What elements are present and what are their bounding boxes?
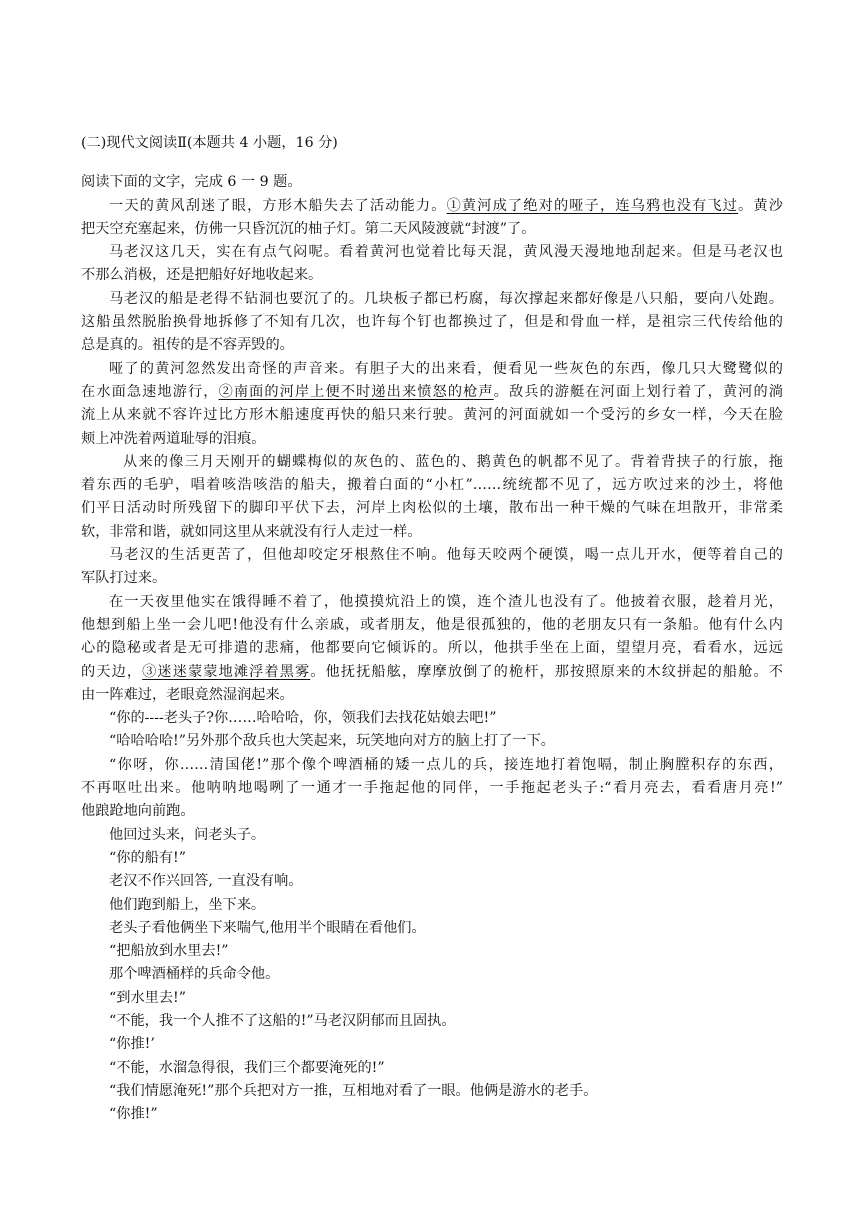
paragraph-text: 。黄沙 <box>738 197 783 214</box>
paragraph-3-line-1: 马老汉的船是老得不钻洞也要沉了的。几块板子都已朽腐，每次撑起来都好像是八只船，要向八处跑。 <box>109 290 783 307</box>
paragraph-1-line-2: 把天空充塞起来，仿佛一只昏沉沉的柚子灯。第二天风陵渡就“封渡”了。 <box>81 220 536 237</box>
paragraph-4-line-3: 流上从来就不容许过比方形木船速度再快的船只来行驶。黄河的河面就如一个受污的乡女一样，今天在脸 <box>81 407 783 424</box>
paragraph-7-line-5: 由一阵难过，老眼竟然湿润起来。 <box>81 686 294 703</box>
dialogue-line: 那个啤酒桶样的兵命令他。 <box>109 966 280 983</box>
paragraph-2-line-2: 不那么消极，还是把船好好地收起来。 <box>81 267 323 284</box>
paragraph-text: 在水面急速地游行， <box>81 383 219 400</box>
dialogue-line: “你推!’ <box>109 1036 155 1053</box>
underlined-sentence-3: ③迷迷蒙蒙地滩浮着黑雾 <box>142 663 311 680</box>
paragraph-5-line-4: 软，非常和谐，就如同这里从来就没有行人走过一样。 <box>81 523 422 540</box>
paragraph-text: 。他抚抚船舷，摩摩放倒了的桅杆，那按照原来的木纹拼起的船舱。不 <box>310 663 783 680</box>
paragraph-3-line-2: 这船虽然脱胎换骨地拆修了不知有几次，也许每个钉也都换过了，但是和骨血一样，是祖宗三代传给他的 <box>81 314 783 331</box>
dialogue-line: “你的----老头子?你……哈哈哈，你，领我们去找花姑娘去吧!” <box>109 710 497 727</box>
paragraph-8-line-1: “你呀，你……清国佬!”那个像个啤酒桶的矮一点儿的兵，接连地打着饱嗝，制止胸膛积存的东西， <box>109 756 783 773</box>
paragraph-1-line-1 <box>81 195 783 218</box>
dialogue-line: “到水里去!” <box>109 989 186 1006</box>
paragraph-4-line-2 <box>81 381 783 404</box>
paragraph-text: 一天的黄风刮迷了眼，方形木船失去了活动能力。 <box>109 197 447 214</box>
dialogue-line: “你的船有!” <box>109 849 186 866</box>
paragraph-6-line-2: 军队打过来。 <box>81 570 167 587</box>
paragraph-7-line-1: 在一天夜里他实在饿得睡不着了，他摸摸炕沿上的馍，连个渣儿也没有了。他披着衣服，趁着月光， <box>109 593 783 610</box>
dialogue-line: 老汉不作兴回答, 一直没有响。 <box>109 873 303 890</box>
dialogue-line: “不能，我一个人推不了这船的!”马老汉阴郁而且固执。 <box>109 1012 456 1029</box>
dialogue-line: 老头子看他俩坐下来喘气,他用半个眼睛在看他们。 <box>109 919 426 936</box>
paragraph-7-line-2: 他想到船上坐一会儿吧!他没有什么亲戚，或者朋友，他是很孤独的，他的老朋友只有一条船。他有什么内 <box>81 616 783 633</box>
paragraph-7-line-3: 心的隐秘或者是无可排遣的悲痛，他都要向它倾诉的。所以，他拱手坐在上面，望望月亮，看看水，远远 <box>81 640 783 657</box>
reading-document <box>81 132 783 1126</box>
section-heading: (二)现代文阅读Ⅱ(本题共 4 小题，16 分) <box>81 135 338 151</box>
paragraph-5-line-3: 们平日活动时所残留下的脚印平伏下去，河岸上肉松似的土壤，散布出一种干燥的气味在坦散开，非常柔 <box>81 500 783 517</box>
paragraph-7-line-4 <box>81 661 783 684</box>
dialogue-line: “我们情愿淹死!”那个兵把对方一推，互相地对看了一眼。他俩是游水的老手。 <box>109 1082 598 1099</box>
dialogue-line: 他回过头来，问老头子。 <box>109 826 266 843</box>
paragraph-2-line-1: 马老汉这几天，实在有点气闷呢。看着黄河也觉着比每天混，黄风漫天漫地地刮起来。但是马老汉也 <box>109 244 783 261</box>
dialogue-line: 他们跑到船上，坐下来。 <box>109 896 266 913</box>
paragraph-4-line-4: 颊上冲洗着两道耻辱的泪痕。 <box>81 430 266 447</box>
paragraph-8-line-3: 他踉跄地向前跑。 <box>81 803 195 820</box>
instruction-text: 阅读下面的文字，完成 6 一 9 题。 <box>81 174 302 191</box>
dialogue-line: “不能，水溜急得很，我们三个都要淹死的!” <box>109 1059 385 1076</box>
spacer <box>81 157 783 171</box>
paragraph-4-line-1: 哑了的黄河忽然发出奇怪的声音来。有胆子大的出来看，便看见一些灰色的东西，像几只大鹭鹭似的 <box>109 360 783 377</box>
dialogue-line: “你推!” <box>109 1106 158 1123</box>
underlined-sentence-2: ②南面的河岸上便不时递出来愤怒的枪声 <box>218 383 494 400</box>
dialogue-line: “把船放到水里去!” <box>109 943 229 960</box>
dialogue-line: “哈哈哈哈!”另外那个敌兵也大笑起来，玩笑地向对方的脑上打了一下。 <box>109 733 555 750</box>
paragraph-6-line-1: 马老汉的生活更苦了，但他却咬定牙根熬住不响。他每天咬两个硬馍，喝一点儿开水，便等着自己的 <box>109 547 783 564</box>
paragraph-8-line-2: 不再呕吐出来。他呐呐地喝咧了一通才一手拖起他的同伴，一手拖起老头子:“看月亮去，看看唐月亮!” <box>81 780 783 797</box>
paragraph-3-line-3: 总是真的。祖传的是不容弄毁的。 <box>81 337 294 354</box>
paragraph-5-line-2: 着东西的毛驴，唱着咳浩咳浩的船夫，搬着白面的“小杠”……统统都不见了，远方吹过来的沙土，将他 <box>81 477 783 494</box>
paragraph-5-line-1: 从来的像三月天刚开的蝴蝶梅似的灰色的、蓝色的、鹅黄色的帆都不见了。背着背挟子的行旅，拖 <box>123 453 783 470</box>
paragraph-text: 。敌兵的游艇在河面上划行着了，黄河的淌 <box>493 383 783 400</box>
paragraph-text: 的天边， <box>81 663 143 680</box>
underlined-sentence-1: ①黄河成了绝对的哑子，连乌鸦也没有飞过 <box>446 197 739 214</box>
